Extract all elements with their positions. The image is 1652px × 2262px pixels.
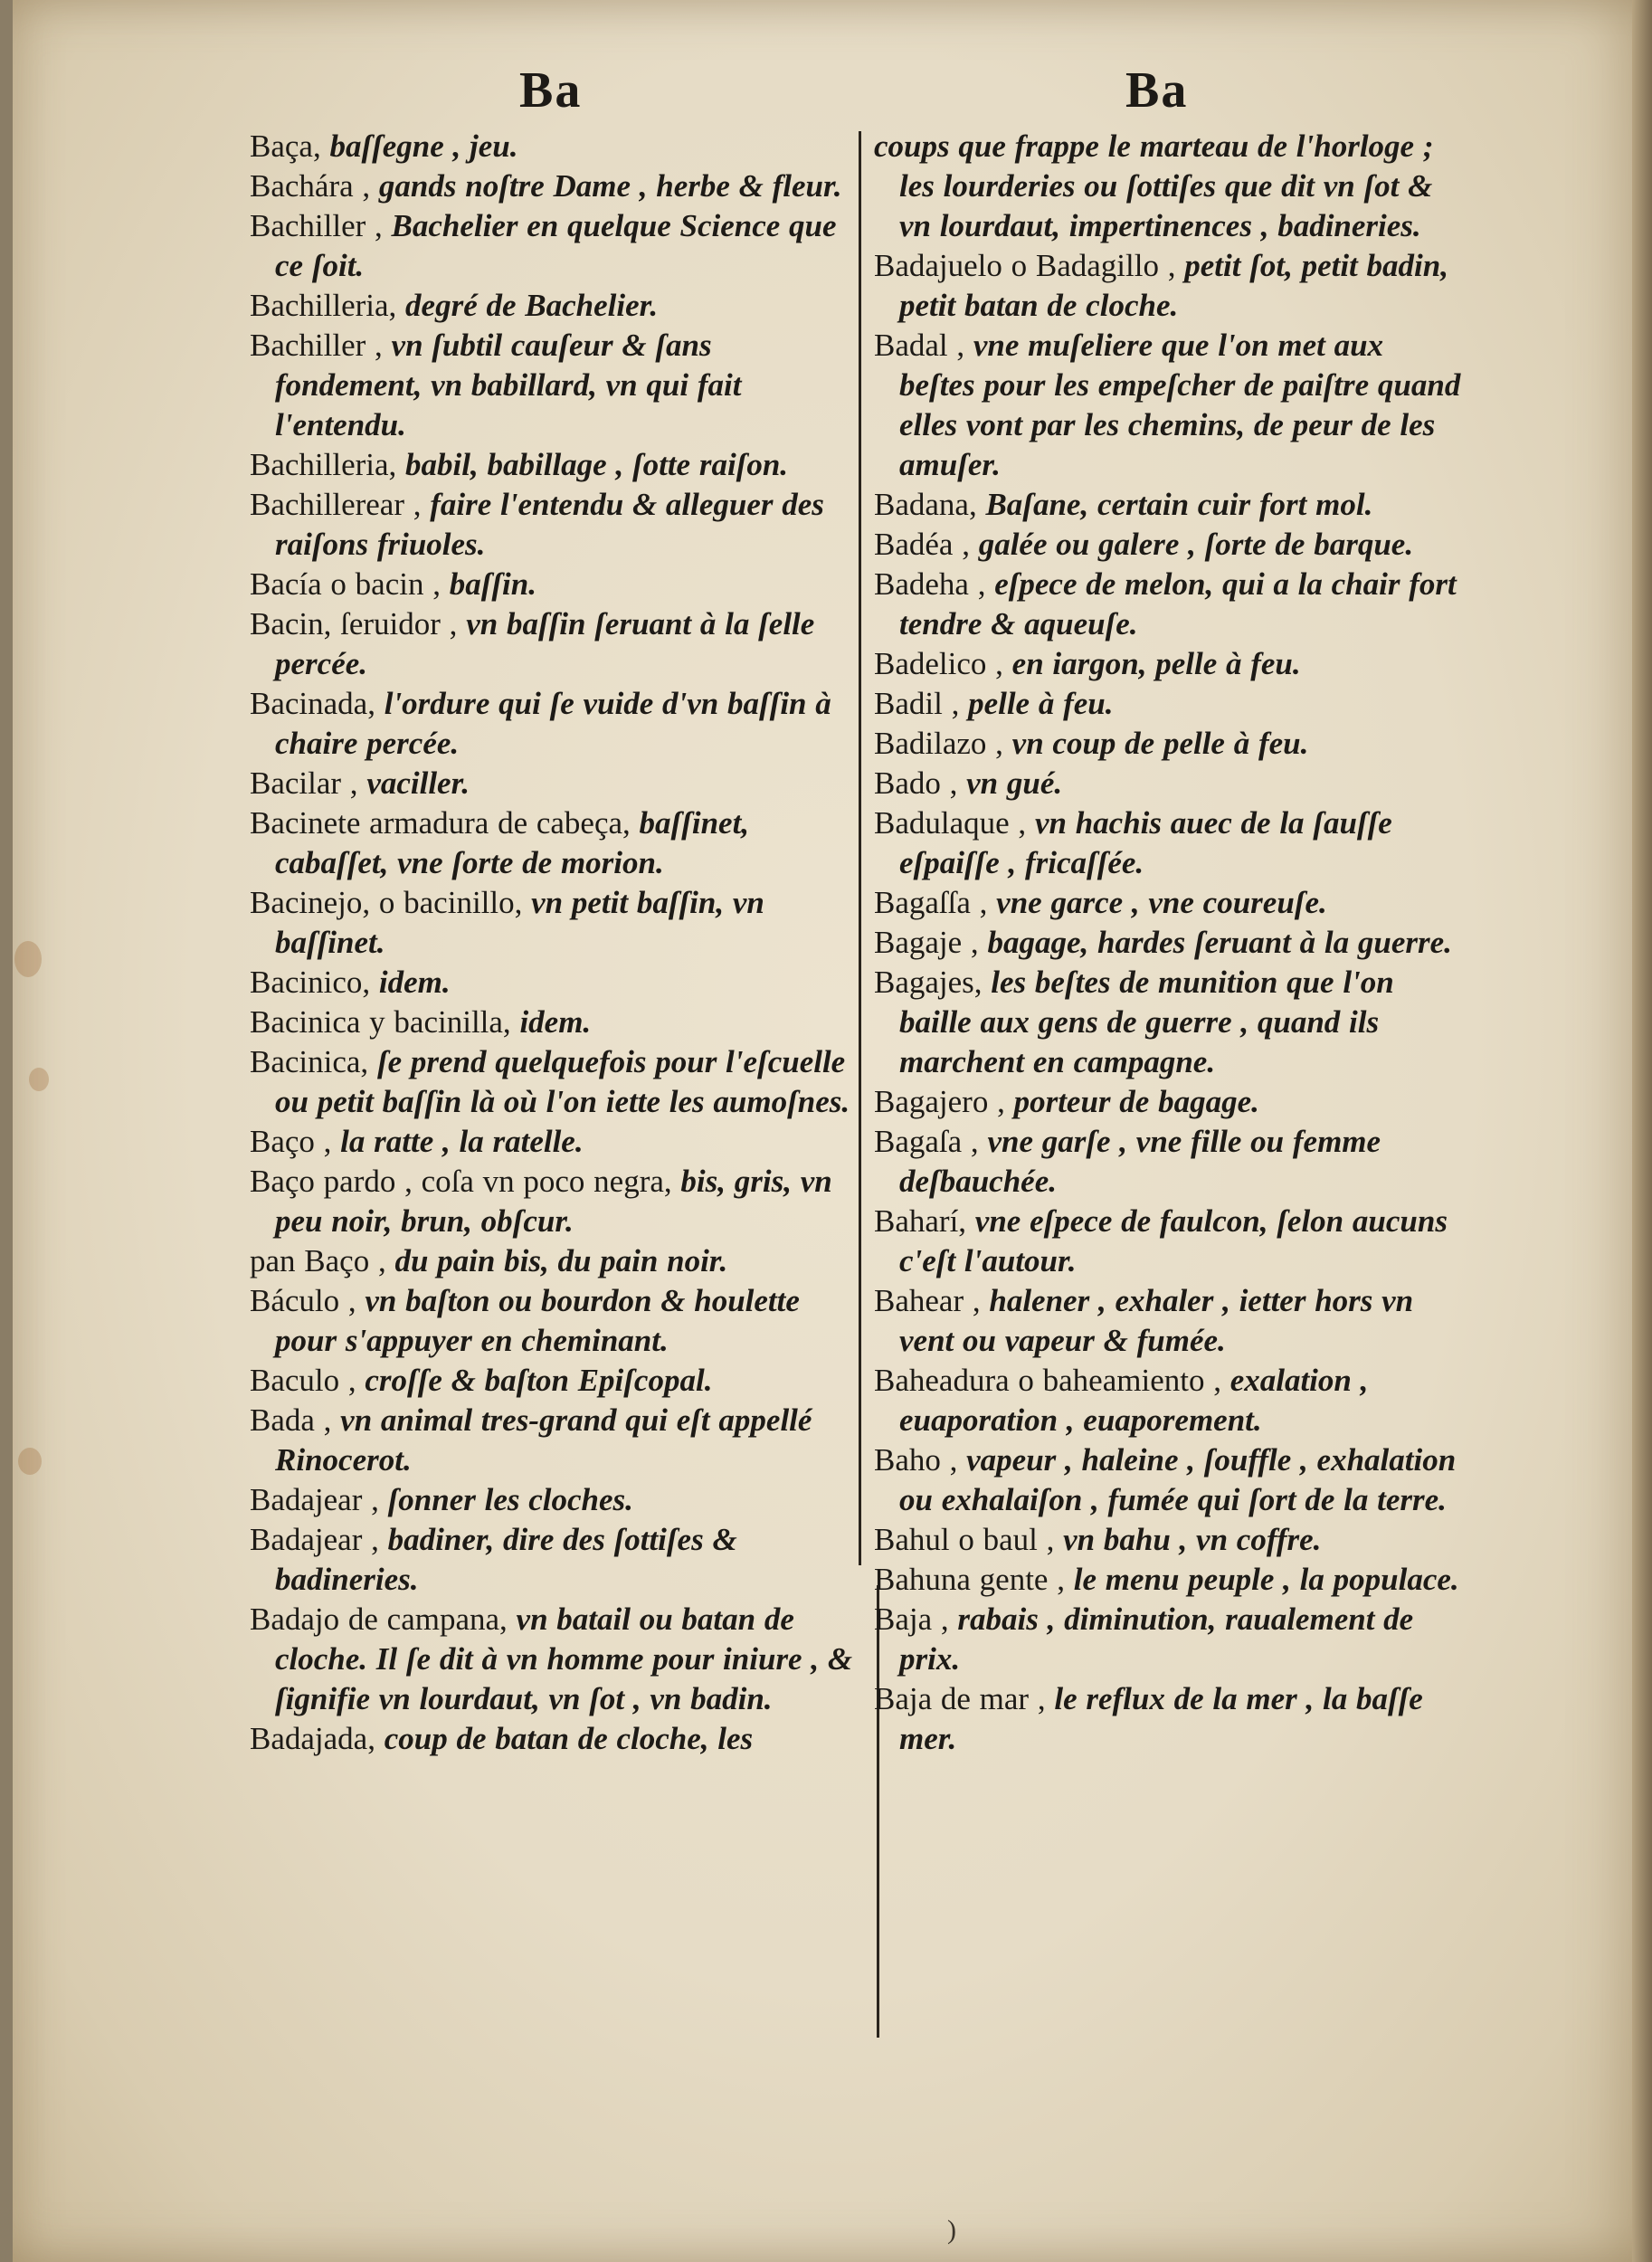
headword: Bagajero ,	[874, 1084, 1014, 1119]
definition: Bachelier en quelque Science que ce ſoit.	[275, 208, 837, 283]
dictionary-entry	[874, 1440, 1462, 1520]
definition: le reflux de la mer , la baſſe mer.	[899, 1681, 1423, 1756]
dictionary-entry	[250, 803, 856, 883]
dictionary-entry	[250, 1162, 856, 1241]
age-stain	[14, 941, 42, 977]
dictionary-entry	[874, 565, 1462, 644]
headword: Baheadura o baheamiento ,	[874, 1363, 1230, 1398]
headword: Badajuelo o Badagillo ,	[874, 248, 1185, 283]
dictionary-entry	[250, 1241, 856, 1281]
dictionary-entry	[250, 565, 856, 604]
definition: halener , exhaler , ietter hors vn vent ou vapeur & fumée.	[899, 1283, 1414, 1358]
dictionary-entry	[874, 963, 1462, 1082]
definition: baſſin.	[449, 566, 536, 602]
definition: gands noſtre Dame , herbe & fleur.	[378, 168, 842, 204]
dictionary-entry	[250, 963, 856, 1003]
dictionary-entry	[874, 1122, 1462, 1202]
definition: le menu peuple , la populace.	[1073, 1562, 1459, 1597]
definition: les beſtes de munition que l'on baille aux gens de guerre , quand ils marchent en campagne.	[899, 965, 1394, 1079]
definition: vne garce , vne coureuſe.	[996, 885, 1327, 920]
definition: vn bahu , vn coffre.	[1063, 1522, 1322, 1557]
headword: Bagaſſa ,	[874, 885, 997, 920]
headword: Bacinejo, o bacinillo,	[250, 885, 532, 920]
headword: Bacilar ,	[250, 765, 367, 801]
definition: coup de batan de cloche, les	[384, 1721, 754, 1756]
headword: Baço pardo , coſa vn poco negra,	[250, 1164, 681, 1199]
dictionary-entry	[250, 1480, 856, 1520]
headword: Bahul o baul ,	[874, 1522, 1064, 1557]
headword: Bahuna gente ,	[874, 1562, 1074, 1597]
definition: bagage, hardes ſeruant à la guerre.	[987, 925, 1452, 960]
definition: badiner, dire des ſottiſes & badineries.	[275, 1522, 737, 1597]
definition: degré de Bachelier.	[405, 288, 659, 323]
definition: eſpece de melon, qui a la chair fort tendre & aqueuſe.	[899, 566, 1457, 642]
dictionary-entry	[250, 1401, 856, 1480]
definition: vne garſe , vne fille ou femme deſbauchée.	[899, 1124, 1381, 1199]
dictionary-entry	[874, 1600, 1462, 1679]
age-stain	[18, 1448, 42, 1475]
dictionary-entry	[874, 1361, 1462, 1440]
definition: bis, gris, vn peu noir, brun, obſcur.	[275, 1164, 832, 1239]
definition: la ratte , la ratelle.	[340, 1124, 584, 1159]
headword: pan Baço ,	[250, 1243, 395, 1278]
definition: ſonner les cloches.	[387, 1482, 633, 1517]
definition: vn ſubtil cauſeur & ſans fondement, vn babillard, vn qui fait l'entendu.	[275, 328, 742, 442]
headword: Baculo ,	[250, 1363, 366, 1398]
dictionary-entry	[874, 1202, 1462, 1281]
dictionary-entry	[874, 803, 1462, 883]
definition: babil, babillage , ſotte raiſon.	[405, 447, 789, 482]
headword: Badajada,	[250, 1721, 385, 1756]
definition: Baſane, certain cuir fort mol.	[985, 487, 1373, 522]
right-column-header: Ba	[1125, 62, 1189, 119]
dictionary-entry	[250, 604, 856, 684]
dictionary-entry	[874, 1679, 1462, 1759]
headword: Bacinica y bacinilla,	[250, 1004, 520, 1040]
headword: Baça,	[250, 128, 330, 164]
dictionary-entry	[250, 326, 856, 445]
headword: Bacinete armadura de cabeça,	[250, 805, 640, 841]
dictionary-entry	[874, 644, 1462, 684]
headword: Baho ,	[874, 1442, 967, 1478]
dictionary-entry	[250, 684, 856, 764]
dictionary-entry	[874, 127, 1462, 246]
dictionary-entry	[874, 923, 1462, 963]
definition: vn batail ou batan de cloche. Il ſe dit à vn homme pour iniure , & ſignifie vn lourdaut, vn ſot , vn badin.	[275, 1601, 853, 1716]
definition: vn baſton ou bourdon & houlette pour s'appuyer en cheminant.	[275, 1283, 800, 1358]
definition: vn coup de pelle à feu.	[1011, 726, 1309, 761]
headword: Bagajes,	[874, 965, 992, 1000]
dictionary-entry	[874, 525, 1462, 565]
headword: Bachiller ,	[250, 208, 392, 243]
page-gutter	[1632, 0, 1652, 2262]
headword: Badulaque ,	[874, 805, 1035, 841]
headword: Bagaje ,	[874, 925, 988, 960]
definition: porteur de bagage.	[1013, 1084, 1259, 1119]
dictionary-entry	[250, 445, 856, 485]
headword: Bada ,	[250, 1402, 341, 1438]
headword: Bacinico,	[250, 965, 379, 1000]
right-column	[874, 127, 1462, 1759]
headword: Baço ,	[250, 1124, 341, 1159]
headword: Baharí,	[874, 1203, 975, 1239]
definition: rabais , diminution, raualement de prix.	[899, 1601, 1414, 1677]
headword: Bagaſa ,	[874, 1124, 988, 1159]
dictionary-entry	[250, 1003, 856, 1042]
headword: Bachilleria,	[250, 447, 406, 482]
headword: Badajear ,	[250, 1482, 388, 1517]
headword: Bado ,	[874, 765, 967, 801]
dictionary-entry	[250, 1520, 856, 1600]
definition: vaciller.	[366, 765, 470, 801]
definition: baſſinet, cabaſſet, vne ſorte de morion.	[275, 805, 750, 880]
definition: vn gué.	[966, 765, 1063, 801]
definition: idem.	[519, 1004, 592, 1040]
left-column-header: Ba	[519, 62, 583, 119]
definition: idem.	[378, 965, 451, 1000]
page-mark: )	[947, 2215, 956, 2245]
headword: Baja ,	[874, 1601, 958, 1637]
column-divider	[859, 131, 861, 1565]
definition: vn animal tres-grand qui eſt appellé Rinocerot.	[275, 1402, 812, 1478]
definition: petit ſot, petit badin, petit batan de cloche.	[899, 248, 1448, 323]
definition: vn hachis auec de la ſauſſe eſpaiſſe , fricaſſée.	[899, 805, 1392, 880]
definition: croſſe & baſton Epiſcopal.	[365, 1363, 713, 1398]
definition: coups que frappe le marteau de l'horloge ; les lourderies ou ſottiſes que dit vn ſot & vn lourdaut, impertinences , badineries.	[874, 128, 1434, 243]
headword: Badana,	[874, 487, 986, 522]
definition: pelle à feu.	[968, 686, 1114, 721]
headword: Badil ,	[874, 686, 969, 721]
dictionary-entry	[250, 883, 856, 963]
definition: exalation , euaporation , euaporement.	[899, 1363, 1369, 1438]
headword: Bachiller ,	[250, 328, 392, 363]
dictionary-entry	[250, 166, 856, 206]
dictionary-entry	[250, 206, 856, 286]
dictionary-entry	[874, 684, 1462, 724]
definition: baſſegne , jeu.	[329, 128, 518, 164]
headword: Bachillerear ,	[250, 487, 431, 522]
dictionary-entry	[250, 1122, 856, 1162]
definition: du pain bis, du pain noir.	[394, 1243, 728, 1278]
headword: Badéa ,	[874, 527, 979, 562]
dictionary-entry	[874, 764, 1462, 803]
dictionary-entry	[874, 1281, 1462, 1361]
dictionary-entry	[250, 286, 856, 326]
definition: vne muſeliere que l'on met aux beſtes pour les empeſcher de paiſtre quand elles vont par les chemins, de peur de les amuſer.	[899, 328, 1461, 482]
dictionary-entry	[874, 326, 1462, 485]
dictionary-entry	[250, 1600, 856, 1719]
headword: Bahear ,	[874, 1283, 990, 1318]
headword: Baja de mar ,	[874, 1681, 1055, 1716]
dictionary-entry	[874, 724, 1462, 764]
dictionary-entry	[250, 1719, 856, 1759]
dictionary-entry	[874, 246, 1462, 326]
dictionary-entry	[874, 883, 1462, 923]
dictionary-entry	[250, 1281, 856, 1361]
headword: Bachilleria,	[250, 288, 406, 323]
headword: Badelico ,	[874, 646, 1012, 681]
dictionary-page	[13, 0, 1652, 2262]
headword: Bachára ,	[250, 168, 379, 204]
dictionary-entry	[874, 1082, 1462, 1122]
headword: Badajear ,	[250, 1522, 388, 1557]
definition: vne eſpece de faulcon, ſelon aucuns c'eſt l'autour.	[899, 1203, 1448, 1278]
definition: faire l'entendu & alleguer des raiſons friuoles.	[275, 487, 824, 562]
definition: vapeur , haleine , ſouffle , exhalation ou exhalaiſon , fumée qui ſort de la terre.	[899, 1442, 1457, 1517]
definition: ſe prend quelquefois pour l'eſcuelle ou petit baſſin là où l'on iette les aumoſnes.	[275, 1044, 850, 1119]
headword: Bacinada,	[250, 686, 385, 721]
dictionary-entry	[250, 1361, 856, 1401]
definition: vn baſſin ſeruant à la ſelle percée.	[275, 606, 815, 681]
headword: Bacin, ſeruidor ,	[250, 606, 467, 642]
headword: Badilazo ,	[874, 726, 1012, 761]
dictionary-entry	[250, 764, 856, 803]
headword: Bacía o bacin ,	[250, 566, 450, 602]
dictionary-entry	[250, 127, 856, 166]
left-column	[250, 127, 856, 1759]
definition: en iargon, pelle à feu.	[1011, 646, 1301, 681]
dictionary-entry	[874, 1560, 1462, 1600]
definition: vn petit baſſin, vn baſſinet.	[275, 885, 764, 960]
headword: Bacinica,	[250, 1044, 377, 1079]
headword: Badal ,	[874, 328, 973, 363]
dictionary-entry	[250, 1042, 856, 1122]
headword: Badajo de campana,	[250, 1601, 517, 1637]
age-stain	[29, 1068, 49, 1091]
definition: l'ordure qui ſe vuide d'vn baſſin à chaire percée.	[275, 686, 831, 761]
dictionary-entry	[250, 485, 856, 565]
headword: Badeha ,	[874, 566, 995, 602]
definition: galée ou galere , ſorte de barque.	[978, 527, 1414, 562]
dictionary-entry	[874, 485, 1462, 525]
dictionary-entry	[874, 1520, 1462, 1560]
headword: Báculo ,	[250, 1283, 366, 1318]
